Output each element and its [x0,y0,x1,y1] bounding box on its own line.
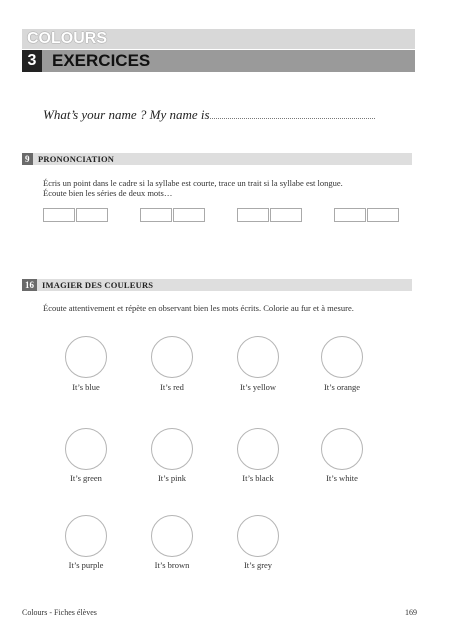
chapter-band [22,29,415,49]
chapter-number: 3 [22,50,42,72]
colour-circle[interactable] [151,428,193,470]
section-header-band [22,50,415,72]
colour-circle[interactable] [151,336,193,378]
syllable-box[interactable] [173,208,205,222]
colour-circle[interactable] [237,428,279,470]
colour-label: It’s blue [72,382,100,392]
page-title: EXERCICES [52,51,151,70]
colour-label: It’s black [242,473,274,483]
name-write-line[interactable] [210,108,375,119]
syllable-box[interactable] [76,208,108,222]
name-prompt: What’s your name ? My name is [43,107,210,122]
syllable-box[interactable] [367,208,399,222]
colour-label: It’s brown [154,560,190,570]
syllable-box[interactable] [270,208,302,222]
syllable-box[interactable] [334,208,366,222]
colour-label: It’s grey [243,560,273,570]
syllable-box[interactable] [140,208,172,222]
colour-circle[interactable] [65,515,107,557]
colour-circle[interactable] [237,336,279,378]
colour-circle[interactable] [321,428,363,470]
colour-label: It’s white [326,473,358,483]
section-title: PRONONCIATION [38,154,115,164]
colour-label: It’s pink [157,473,187,483]
section-title: IMAGIER DES COULEURS [42,280,154,290]
page-number: 169 [405,608,417,617]
colour-label: It’s purple [68,560,104,570]
instruction-text: Écoute bien les séries de deux mots… [43,188,173,198]
section-bar-imagier [22,279,412,291]
colour-circle[interactable] [151,515,193,557]
section-number: 9 [22,153,33,165]
instruction-text: Écoute attentivement et répète en observant bien les mots écrits. Colorie au fur et à mesure. [43,303,354,313]
colour-label: It’s yellow [239,382,277,392]
colour-label: It’s green [70,473,102,483]
colour-circle[interactable] [65,336,107,378]
section-number: 16 [22,279,37,291]
syllable-box[interactable] [43,208,75,222]
colour-circle[interactable] [321,336,363,378]
footer-caption: Colours - Fiches élèves [22,608,97,617]
colour-circle[interactable] [237,515,279,557]
chapter-title: COLOURS [27,30,107,47]
colour-circle[interactable] [65,428,107,470]
colour-label: It’s orange [323,382,361,392]
name-prompt-line [43,107,383,123]
colour-label: It’s red [160,382,184,392]
instruction-text: Écris un point dans le cadre si la syllabe est courte, trace un trait si la syllabe est longue. [43,178,343,188]
syllable-box[interactable] [237,208,269,222]
section-bar-prononciation [22,153,412,165]
